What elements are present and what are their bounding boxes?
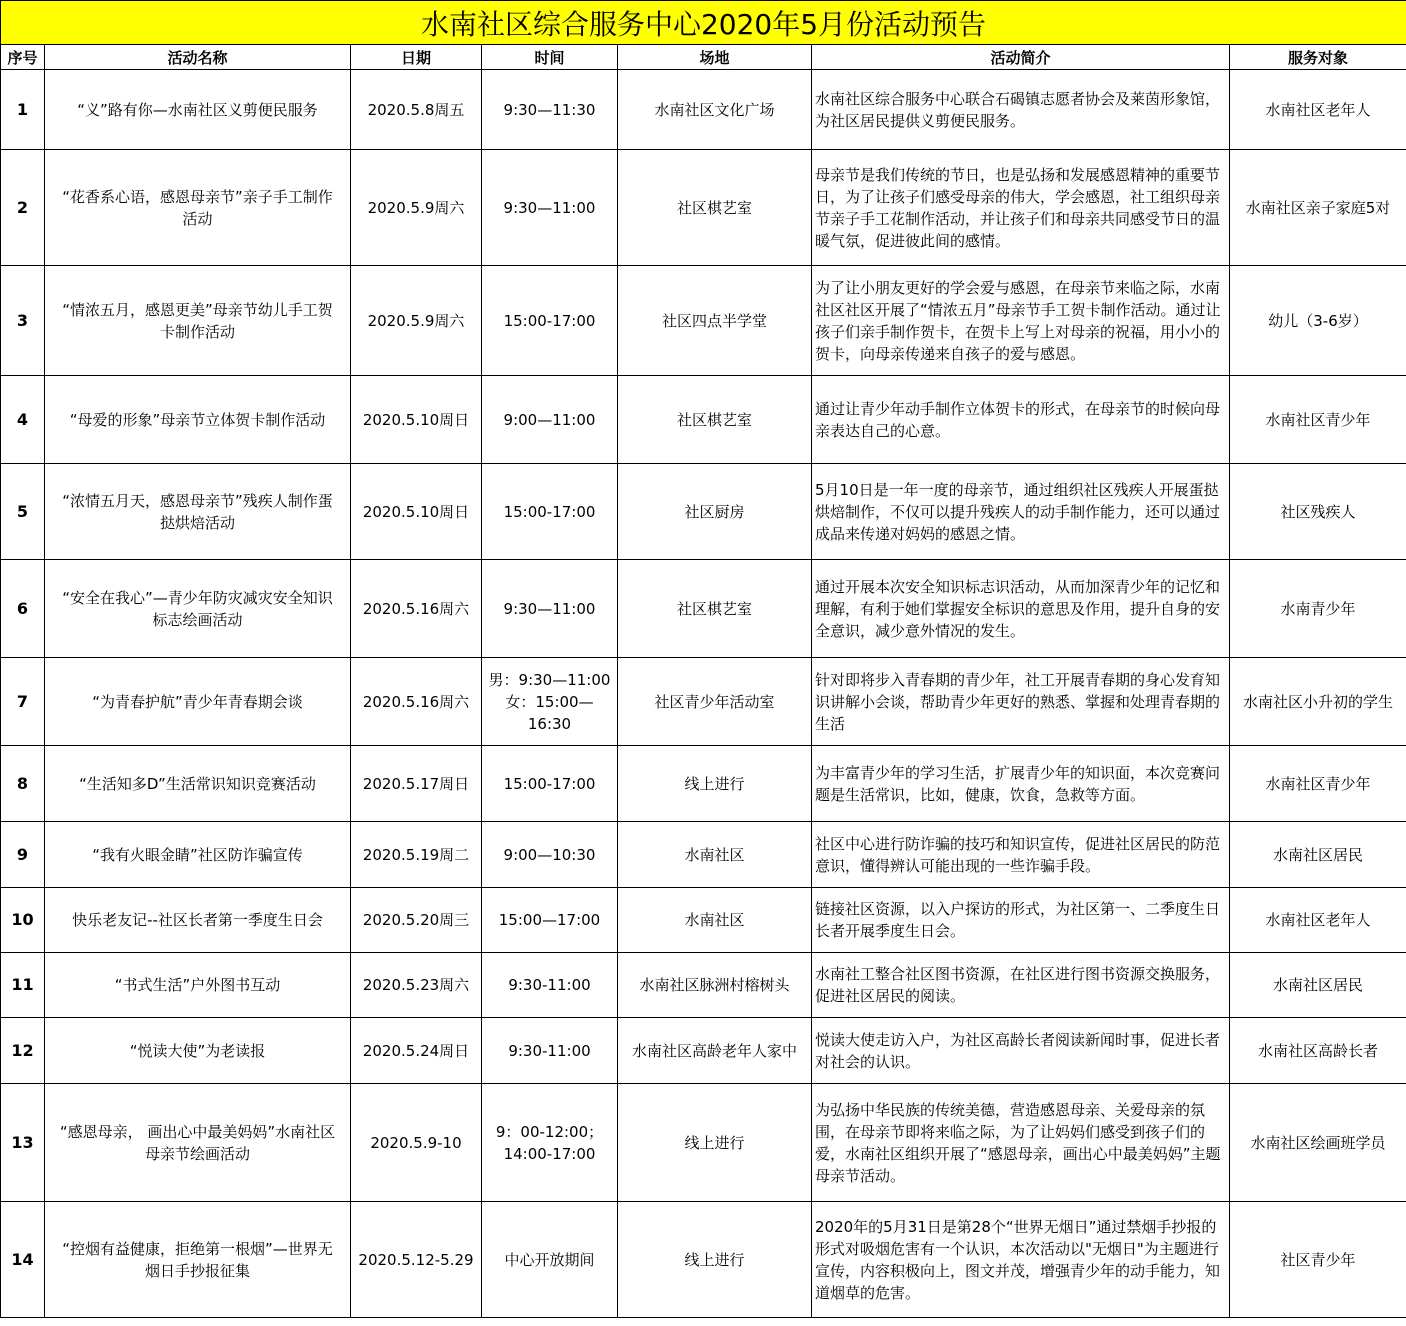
activity-name: 快乐老友记--社区长者第一季度生日会	[45, 888, 351, 953]
activity-target: 社区残疾人	[1230, 464, 1406, 560]
activity-name: “生活知多D”生活常识知识竞赛活动	[45, 746, 351, 822]
row-number: 3	[1, 266, 45, 376]
activity-date: 2020.5.17周日	[351, 746, 482, 822]
activity-venue: 社区青少年活动室	[618, 658, 812, 746]
activity-time: 15:00-17:00	[482, 464, 618, 560]
activity-venue: 线上进行	[618, 1084, 812, 1202]
activity-date: 2020.5.10周日	[351, 376, 482, 464]
activity-venue: 水南社区高龄老年人家中	[618, 1018, 812, 1084]
row-number: 1	[1, 70, 45, 150]
activity-name: “花香系心语，感恩母亲节”亲子手工制作活动	[45, 150, 351, 266]
activity-name: “安全在我心”—青少年防灾减灾安全知识标志绘画活动	[45, 560, 351, 658]
activity-target: 水南社区高龄长者	[1230, 1018, 1406, 1084]
row-number: 4	[1, 376, 45, 464]
table-row	[1, 464, 1406, 560]
activity-description: 社区中心进行防诈骗的技巧和知识宣传，促进社区居民的防范意识，懂得辨认可能出现的一些诈骗手段。	[812, 822, 1230, 888]
header-date: 日期	[351, 45, 482, 70]
activity-description: 水南社工整合社区图书资源，在社区进行图书资源交换服务，促进社区居民的阅读。	[812, 953, 1230, 1018]
activity-target: 水南社区亲子家庭5对	[1230, 150, 1406, 266]
activity-date: 2020.5.20周三	[351, 888, 482, 953]
row-number: 14	[1, 1202, 45, 1318]
activity-target: 水南青少年	[1230, 560, 1406, 658]
table-row	[1, 150, 1406, 266]
table-row	[1, 1202, 1406, 1318]
activity-target: 水南社区小升初的学生	[1230, 658, 1406, 746]
table-row	[1, 888, 1406, 953]
activity-venue: 社区四点半学堂	[618, 266, 812, 376]
activity-venue: 线上进行	[618, 746, 812, 822]
activity-time: 9：00-12:00； 14:00-17:00	[482, 1084, 618, 1202]
activity-venue: 线上进行	[618, 1202, 812, 1318]
activity-date: 2020.5.16周六	[351, 560, 482, 658]
header-name: 活动名称	[45, 45, 351, 70]
activity-name: “书式生活”户外图书互动	[45, 953, 351, 1018]
activity-date: 2020.5.9-10	[351, 1084, 482, 1202]
activity-target: 社区青少年	[1230, 1202, 1406, 1318]
table-row	[1, 746, 1406, 822]
activity-description: 针对即将步入青春期的青少年，社工开展青春期的身心发育知识讲解小会谈，帮助青少年更好的熟悉、掌握和处理青春期的生活	[812, 658, 1230, 746]
header-venue: 场地	[618, 45, 812, 70]
row-number: 10	[1, 888, 45, 953]
table-row	[1, 376, 1406, 464]
activity-date: 2020.5.9周六	[351, 150, 482, 266]
activity-date: 2020.5.19周二	[351, 822, 482, 888]
activity-venue: 水南社区文化广场	[618, 70, 812, 150]
table-row	[1, 70, 1406, 150]
table-row	[1, 658, 1406, 746]
activity-venue: 水南社区	[618, 822, 812, 888]
header-desc: 活动简介	[812, 45, 1230, 70]
activity-date: 2020.5.12-5.29	[351, 1202, 482, 1318]
activity-description: 母亲节是我们传统的节日，也是弘扬和发展感恩精神的重要节日，为了让孩子们感受母亲的伟大，学会感恩，社工组织母亲节亲子手工花制作活动，并让孩子们和母亲共同感受节日的温暖气氛，促进彼此间的感情。	[812, 150, 1230, 266]
activity-venue: 社区棋艺室	[618, 376, 812, 464]
activity-target: 水南社区青少年	[1230, 746, 1406, 822]
header-no: 序号	[1, 45, 45, 70]
activity-description: 为了让小朋友更好的学会爱与感恩，在母亲节来临之际，水南社区社区开展了“情浓五月”母亲节手工贺卡制作活动。通过让孩子们亲手制作贺卡，在贺卡上写上对母亲的祝福，用小小的贺卡，向母亲传递来自孩子的爱与感恩。	[812, 266, 1230, 376]
activity-time: 9:30—11:30	[482, 70, 618, 150]
activity-name: “感恩母亲， 画出心中最美妈妈”水南社区母亲节绘画活动	[45, 1084, 351, 1202]
activity-name: “母爱的形象”母亲节立体贺卡制作活动	[45, 376, 351, 464]
activity-time: 9:00—11:00	[482, 376, 618, 464]
row-number: 5	[1, 464, 45, 560]
activity-time: 中心开放期间	[482, 1202, 618, 1318]
activity-description: 悦读大使走访入户，为社区高龄长者阅读新闻时事，促进长者对社会的认识。	[812, 1018, 1230, 1084]
activity-target: 幼儿（3-6岁）	[1230, 266, 1406, 376]
row-number: 8	[1, 746, 45, 822]
row-number: 13	[1, 1084, 45, 1202]
activity-time: 9:30-11:00	[482, 953, 618, 1018]
activity-venue: 社区棋艺室	[618, 150, 812, 266]
activity-date: 2020.5.10周日	[351, 464, 482, 560]
row-number: 9	[1, 822, 45, 888]
activity-time: 9:30-11:00	[482, 1018, 618, 1084]
activity-target: 水南社区老年人	[1230, 70, 1406, 150]
activity-description: 水南社区综合服务中心联合石碣镇志愿者协会及莱茵形象馆，为社区居民提供义剪便民服务。	[812, 70, 1230, 150]
row-number: 11	[1, 953, 45, 1018]
row-number: 12	[1, 1018, 45, 1084]
row-number: 2	[1, 150, 45, 266]
table-row	[1, 266, 1406, 376]
activity-venue: 水南社区	[618, 888, 812, 953]
activity-venue: 社区厨房	[618, 464, 812, 560]
row-number: 7	[1, 658, 45, 746]
header-target: 服务对象	[1230, 45, 1406, 70]
activity-date: 2020.5.24周日	[351, 1018, 482, 1084]
activity-target: 水南社区居民	[1230, 953, 1406, 1018]
activity-description: 通过让青少年动手制作立体贺卡的形式，在母亲节的时候向母亲表达自己的心意。	[812, 376, 1230, 464]
page-title: 水南社区综合服务中心2020年5月份活动预告	[1, 1, 1406, 45]
activity-description: 为弘扬中华民族的传统美德，营造感恩母亲、关爱母亲的氛围，在母亲节即将来临之际，为了让妈妈们感受到孩子们的爱，水南社区组织开展了“感恩母亲，画出心中最美妈妈”主题母亲节活动。	[812, 1084, 1230, 1202]
table-row	[1, 822, 1406, 888]
activity-venue: 社区棋艺室	[618, 560, 812, 658]
header-time: 时间	[482, 45, 618, 70]
activity-description: 2020年的5月31日是第28个“世界无烟日”通过禁烟手抄报的形式对吸烟危害有一个认识，本次活动以"无烟日"为主题进行宣传，内容积极向上，图文并茂，增强青少年的动手能力，知道烟草的危害。	[812, 1202, 1230, 1318]
activity-name: “义”路有你—水南社区义剪便民服务	[45, 70, 351, 150]
activity-description: 链接社区资源，以入户探访的形式，为社区第一、二季度生日长者开展季度生日会。	[812, 888, 1230, 953]
activity-target: 水南社区居民	[1230, 822, 1406, 888]
activity-time: 9:00—10:30	[482, 822, 618, 888]
activity-name: “悦读大使”为老读报	[45, 1018, 351, 1084]
activity-time: 15:00-17:00	[482, 266, 618, 376]
activity-date: 2020.5.8周五	[351, 70, 482, 150]
activity-date: 2020.5.16周六	[351, 658, 482, 746]
activity-date: 2020.5.9周六	[351, 266, 482, 376]
activity-name: “浓情五月天，感恩母亲节”残疾人制作蛋挞烘焙活动	[45, 464, 351, 560]
activity-target: 水南社区老年人	[1230, 888, 1406, 953]
activity-target: 水南社区青少年	[1230, 376, 1406, 464]
table-row	[1, 1018, 1406, 1084]
activity-description: 通过开展本次安全知识标志识活动，从而加深青少年的记忆和理解，有利于她们掌握安全标识的意思及作用，提升自身的安全意识，减少意外情况的发生。	[812, 560, 1230, 658]
header-row	[1, 45, 1406, 70]
activity-name: “我有火眼金睛”社区防诈骗宣传	[45, 822, 351, 888]
activity-description: 为丰富青少年的学习生活，扩展青少年的知识面，本次竞赛问题是生活常识，比如，健康，饮食，急救等方面。	[812, 746, 1230, 822]
activity-description: 5月10日是一年一度的母亲节，通过组织社区残疾人开展蛋挞烘焙制作，不仅可以提升残疾人的动手制作能力，还可以通过成品来传递对妈妈的感恩之情。	[812, 464, 1230, 560]
activity-time: 9:30—11:00	[482, 150, 618, 266]
activity-time: 15:00—17:00	[482, 888, 618, 953]
activity-name: “为青春护航”青少年青春期会谈	[45, 658, 351, 746]
activity-time: 9:30—11:00	[482, 560, 618, 658]
activity-name: “控烟有益健康，拒绝第一根烟”—世界无烟日手抄报征集	[45, 1202, 351, 1318]
table-row	[1, 560, 1406, 658]
activity-date: 2020.5.23周六	[351, 953, 482, 1018]
row-number: 6	[1, 560, 45, 658]
activity-venue: 水南社区脉洲村榕树头	[618, 953, 812, 1018]
activity-time: 15:00-17:00	[482, 746, 618, 822]
table-row	[1, 953, 1406, 1018]
activity-time: 男：9:30—11:00 女：15:00—16:30	[482, 658, 618, 746]
activity-name: “情浓五月，感恩更美”母亲节幼儿手工贺卡制作活动	[45, 266, 351, 376]
table-row	[1, 1084, 1406, 1202]
activity-target: 水南社区绘画班学员	[1230, 1084, 1406, 1202]
